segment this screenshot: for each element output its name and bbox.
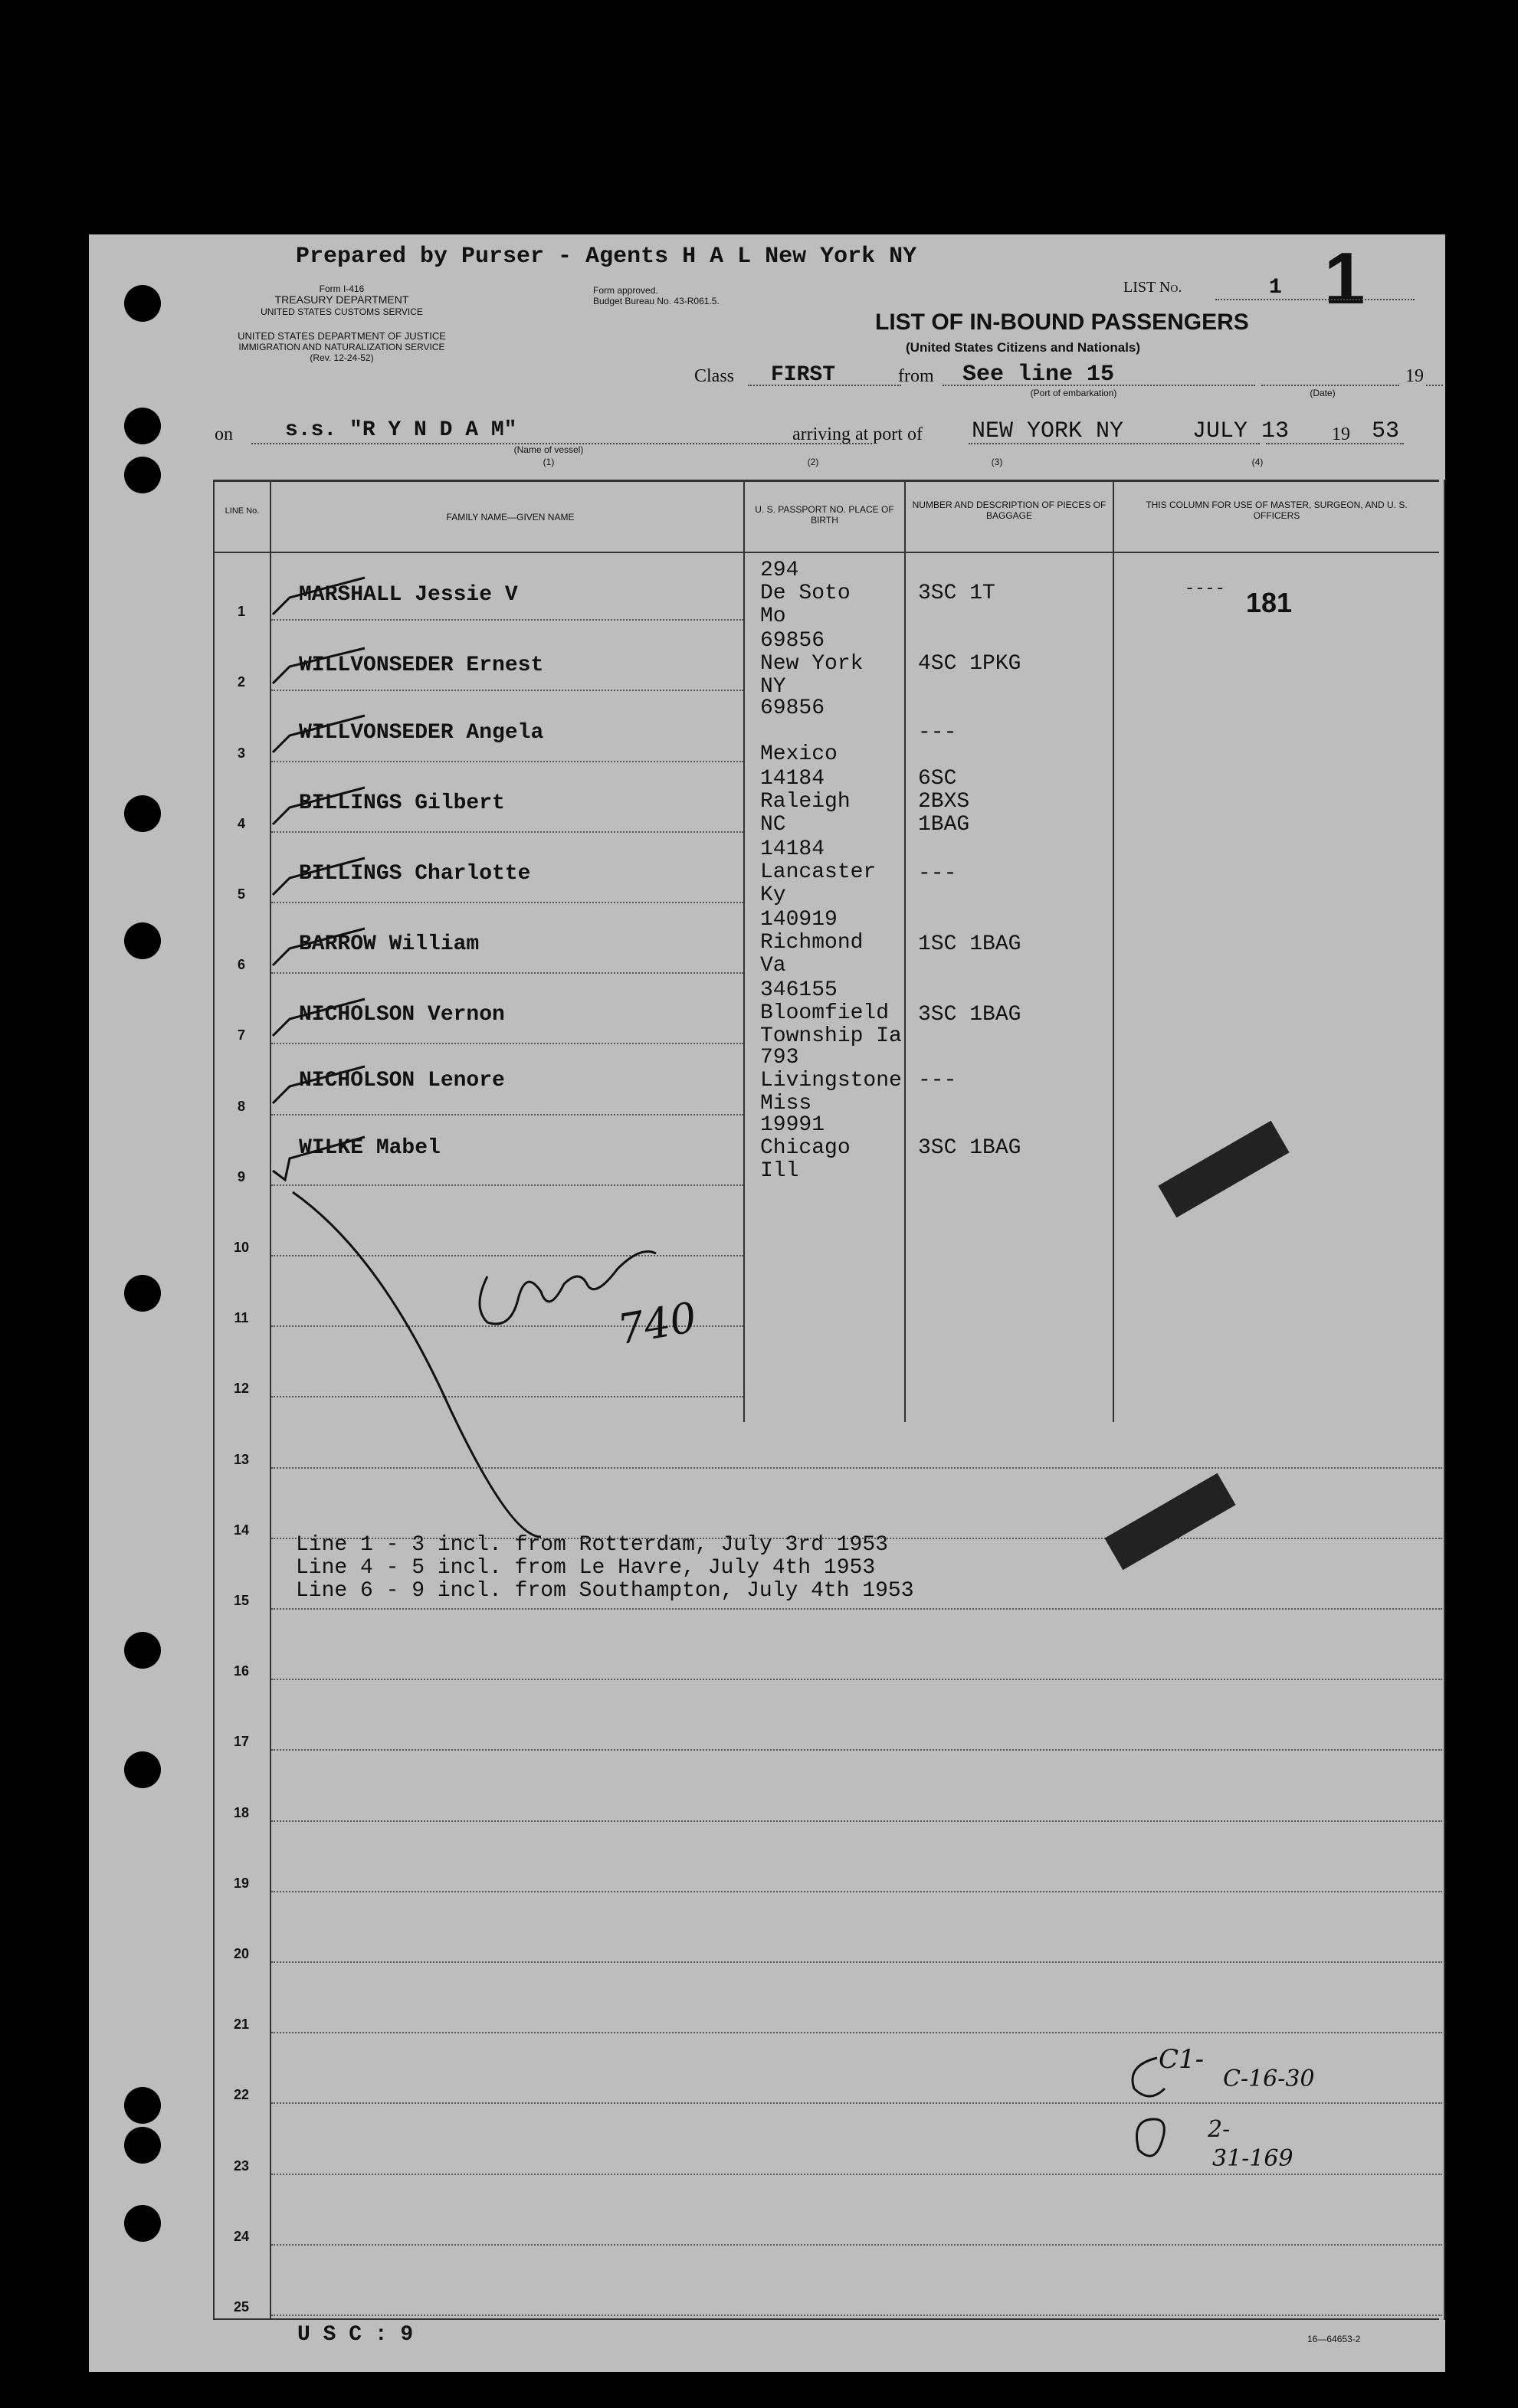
- passenger-name: NICHOLSON Lenore: [299, 1069, 505, 1093]
- passport-number: 793: [760, 1046, 799, 1070]
- line-number: 10: [233, 1240, 250, 1255]
- line-number: 4: [237, 815, 245, 831]
- check-mark: [273, 788, 365, 824]
- class-value: FIRST: [771, 363, 836, 387]
- from-label: from: [898, 366, 934, 386]
- line-number: 5: [237, 886, 245, 902]
- ins-service: IMMIGRATION AND NATURALIZATION SERVICE: [238, 342, 445, 352]
- place-of-birth-2: Ky: [760, 883, 786, 907]
- place-of-birth: Raleigh: [760, 790, 851, 814]
- place-of-birth-2: NY: [760, 675, 786, 699]
- c2-note: 2-: [1208, 2116, 1231, 2143]
- port-embark-caption: (Port of embarkation): [1030, 388, 1117, 398]
- place-of-birth-2: Va: [760, 954, 786, 978]
- manifest-sheet: [89, 234, 1445, 2372]
- place-of-birth: New York: [760, 652, 864, 676]
- line-number: 12: [233, 1381, 250, 1397]
- form-number: Form I-416: [319, 283, 365, 294]
- line-number: 20: [233, 1946, 250, 1961]
- check-mark: [273, 1137, 365, 1180]
- line-number: 1: [237, 604, 245, 620]
- line-number: 18: [233, 1804, 250, 1820]
- passenger-name: BARROW William: [299, 932, 480, 956]
- place-of-birth-2: Mo: [760, 604, 786, 628]
- list-title: LIST OF IN-BOUND PASSENGERS: [875, 310, 1249, 335]
- col4-caption: (4): [1251, 457, 1264, 467]
- check-mark: [273, 648, 365, 683]
- line-number: 9: [237, 1168, 245, 1184]
- col-passport-header: U. S. PASSPORT NO. PLACE OF BIRTH: [755, 504, 894, 526]
- line-number: 25: [233, 2299, 250, 2315]
- embark-note: Line 4 - 5 incl. from Le Havre, July 4th 1953: [296, 1556, 876, 1580]
- line-number: 3: [237, 745, 245, 761]
- passport-number: 69856: [760, 696, 825, 720]
- place-of-birth: Richmond: [760, 931, 864, 955]
- embark-note: Line 1 - 3 incl. from Rotterdam, July 3rd 1953: [296, 1533, 888, 1557]
- arrival-port: NEW YORK NY: [972, 418, 1124, 444]
- passenger-name: WILLVONSEDER Angela: [299, 721, 544, 745]
- baggage: 6SC: [918, 767, 957, 791]
- list-no-value: 1: [1269, 276, 1282, 300]
- c1-detail: C-16-30: [1223, 2066, 1315, 2092]
- baggage: ---: [918, 721, 957, 745]
- line-number: 24: [233, 2228, 250, 2244]
- form-approved: Form approved.: [593, 285, 658, 296]
- on-label: on: [215, 424, 233, 444]
- passport-number: 69856: [760, 629, 825, 653]
- baggage-2: 2BXS: [918, 790, 970, 814]
- list-subtitle: (United States Citizens and Nationals): [906, 340, 1141, 355]
- passport-number: 19991: [760, 1113, 825, 1137]
- passport-number: 14184: [760, 767, 825, 791]
- passport-number: 346155: [760, 978, 838, 1002]
- place-of-birth: Chicago: [760, 1136, 851, 1160]
- arrival-year: 53: [1372, 418, 1400, 444]
- line-number: 23: [233, 2157, 250, 2174]
- line-number: 19: [233, 1875, 250, 1891]
- passport-number: 294: [760, 559, 799, 582]
- line-number: 6: [237, 957, 245, 973]
- place-of-birth-2: Township Ia: [760, 1024, 902, 1048]
- check-mark: [273, 999, 365, 1036]
- arrival-date: JULY 13: [1192, 418, 1290, 444]
- revision: (Rev. 12-24-52): [310, 352, 374, 363]
- passenger-name: MARSHALL Jessie V: [299, 583, 518, 607]
- baggage: 4SC 1PKG: [918, 652, 1021, 676]
- officer-note: 181: [1246, 587, 1293, 618]
- passenger-name: BILLINGS Gilbert: [299, 791, 505, 815]
- arriving-label: arriving at port of: [792, 424, 923, 444]
- line-number: 14: [233, 1522, 250, 1538]
- check-mark: [273, 578, 365, 614]
- class-label: Class: [694, 366, 735, 386]
- check-mark: [273, 929, 365, 965]
- cancel-line: [293, 1192, 541, 1537]
- handwriting-marks: [89, 234, 1445, 2372]
- col2-caption: (2): [807, 457, 819, 467]
- line-number: 16: [233, 1663, 250, 1679]
- from-value: See line 15: [962, 362, 1115, 388]
- treasury-dept: TREASURY DEPARTMENT: [274, 293, 409, 306]
- year-prefix-1: 19: [1405, 366, 1424, 386]
- baggage: 3SC 1T: [918, 582, 995, 605]
- line-number: 8: [237, 1098, 245, 1114]
- place-of-birth: Livingstone: [760, 1069, 902, 1093]
- col3-caption: (3): [991, 457, 1003, 467]
- passenger-name: WILKE Mabel: [299, 1136, 441, 1160]
- footer-print-code: 16—64653-2: [1307, 2334, 1361, 2344]
- c1-note: C1-: [1159, 2044, 1205, 2075]
- c2-detail: 31-169: [1212, 2145, 1293, 2172]
- year-prefix-2: 19: [1332, 424, 1350, 444]
- signature-number: 740: [614, 1292, 700, 1355]
- place-of-birth-2: Ill: [760, 1159, 799, 1183]
- passenger-name: BILLINGS Charlotte: [299, 862, 531, 886]
- baggage: ---: [918, 1069, 957, 1093]
- passenger-name: WILLVONSEDER Ernest: [299, 654, 544, 677]
- embark-note: Line 6 - 9 incl. from Southampton, July 4th 1953: [296, 1579, 914, 1603]
- line-number: 2: [237, 674, 245, 690]
- passenger-name: NICHOLSON Vernon: [299, 1003, 505, 1027]
- place-of-birth: Lancaster: [760, 860, 877, 884]
- budget-bureau: Budget Bureau No. 43-R061.5.: [593, 296, 720, 306]
- place-of-birth-2: NC: [760, 813, 786, 837]
- col1-caption: (1): [543, 457, 555, 467]
- vessel-caption: (Name of vessel): [513, 444, 584, 455]
- place-of-birth: De Soto: [760, 582, 851, 605]
- date-caption: (Date): [1310, 388, 1336, 398]
- baggage: 3SC 1BAG: [918, 1003, 1021, 1027]
- line-number: 11: [234, 1310, 249, 1326]
- baggage: ---: [918, 862, 957, 886]
- check-mark: [273, 716, 365, 752]
- line-number: 17: [233, 1734, 250, 1750]
- check-mark: [273, 858, 365, 895]
- passport-number: 14184: [760, 837, 825, 861]
- baggage: 3SC 1BAG: [918, 1136, 1021, 1160]
- col-officers-header: THIS COLUMN FOR USE OF MASTER, SURGEON, AND U. S. OFFICERS: [1146, 500, 1408, 521]
- check-mark: [273, 1066, 365, 1103]
- justice-dept: UNITED STATES DEPARTMENT OF JUSTICE: [238, 330, 446, 342]
- place-of-birth-2: Miss: [760, 1092, 812, 1116]
- list-no-label: LIST No.: [1123, 279, 1182, 296]
- c2-mark: [1137, 2119, 1165, 2156]
- place-of-birth-2: Mexico: [760, 742, 838, 766]
- list-big-number: 1: [1324, 238, 1366, 319]
- line-number: 7: [237, 1027, 245, 1043]
- line-number: 15: [233, 1593, 250, 1608]
- baggage: 1SC 1BAG: [918, 932, 1021, 956]
- col-baggage-header: NUMBER AND DESCRIPTION OF PIECES OF BAGGAGE: [912, 500, 1107, 521]
- prepared-by: Prepared by Purser - Agents H A L New York NY: [296, 244, 917, 270]
- customs-service: UNITED STATES CUSTOMS SERVICE: [261, 306, 423, 317]
- line-number: 13: [233, 1451, 250, 1467]
- col-name-header: FAMILY NAME—GIVEN NAME: [446, 512, 575, 523]
- footer-code: U S C : 9: [297, 2323, 414, 2347]
- line-number: 21: [233, 2016, 250, 2033]
- dash-mark: ----: [1185, 579, 1225, 598]
- baggage-3: 1BAG: [918, 813, 970, 837]
- passport-number: 140919: [760, 908, 838, 932]
- vessel-name: s.s. "R Y N D A M": [285, 418, 517, 442]
- line-number: 22: [233, 2087, 250, 2103]
- col-line-header: LINE No.: [225, 506, 260, 516]
- place-of-birth: Bloomfield: [760, 1001, 890, 1025]
